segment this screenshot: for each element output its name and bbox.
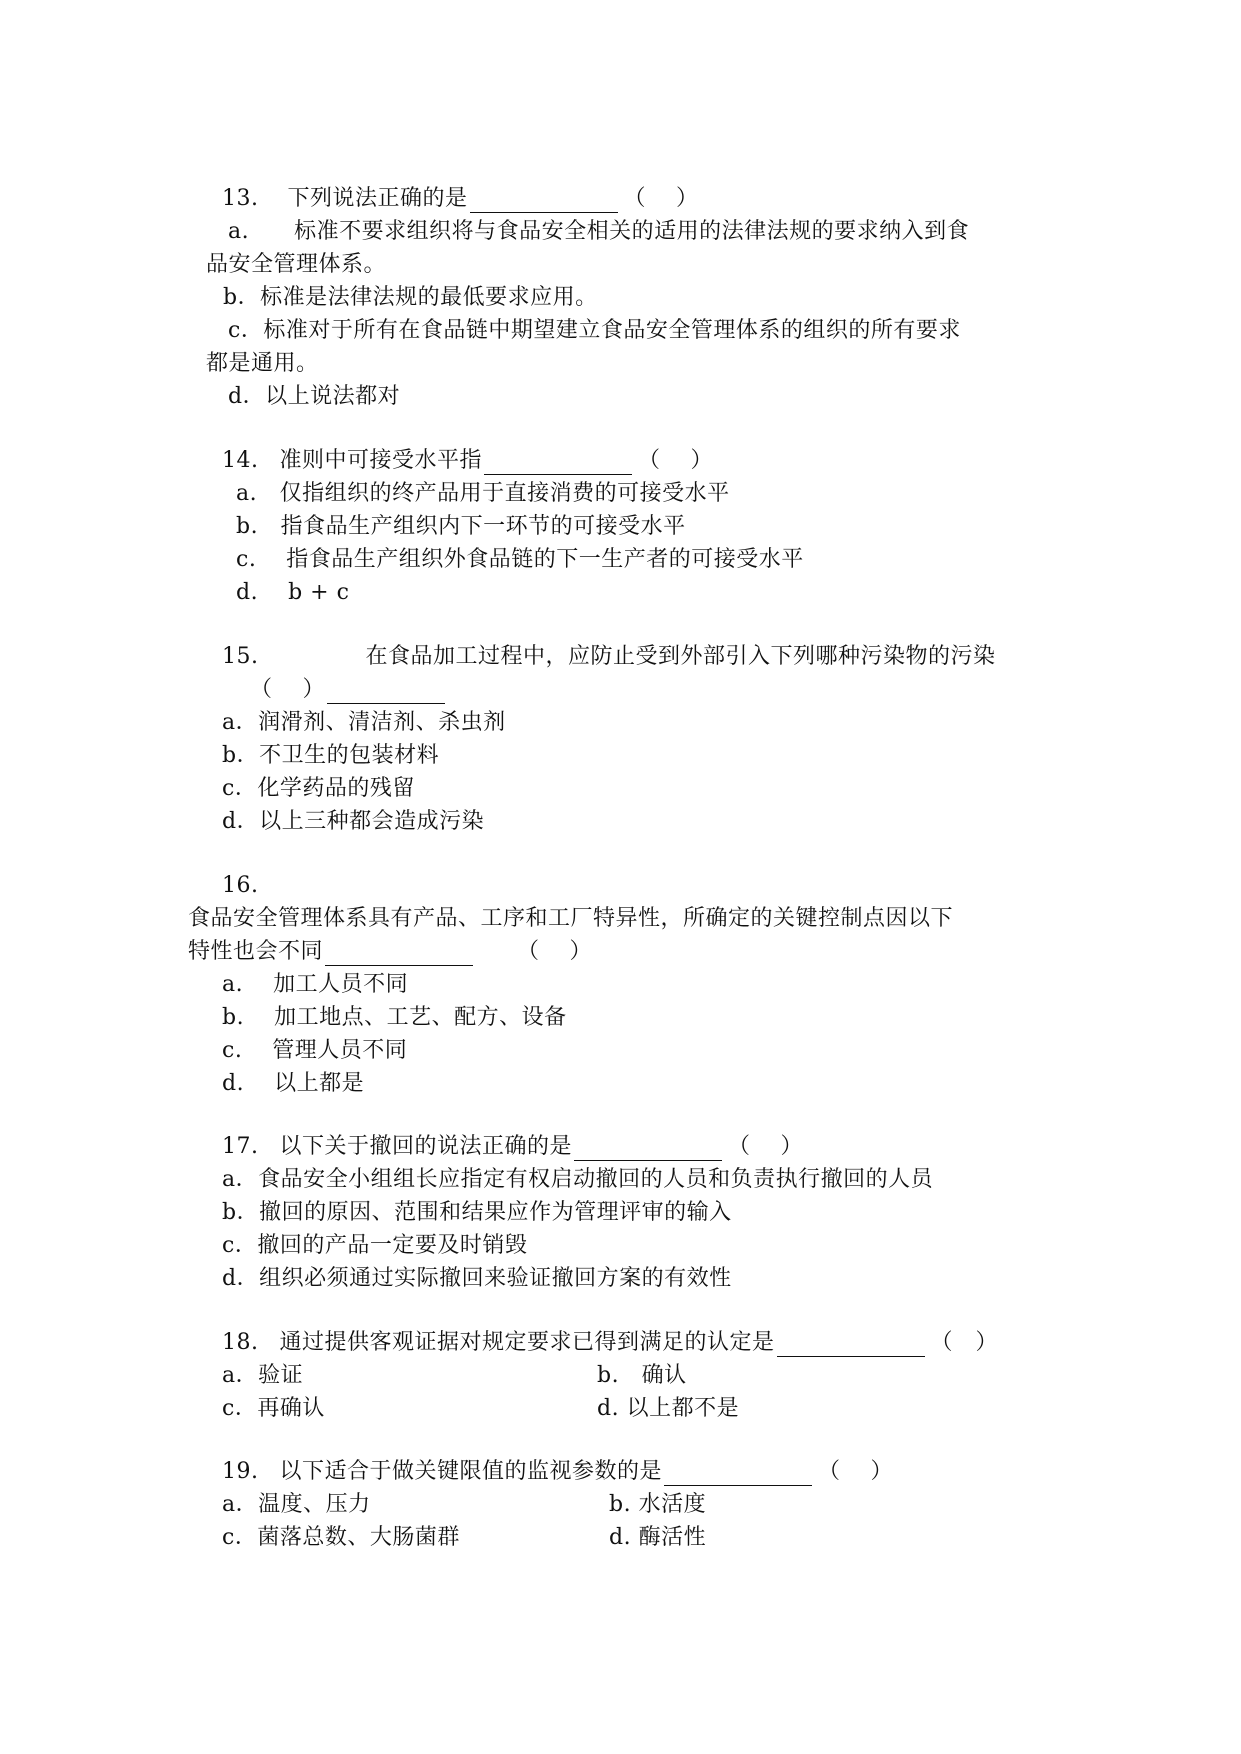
question-15-option-c: c．化学药品的残留 [222,776,415,801]
question-number: 17. [222,1134,259,1159]
answer-paren: （ ） [930,1330,999,1355]
question-15-option-a: a．润滑剂、清洁剂、杀虫剂 [222,710,506,735]
answer-blank[interactable] [470,190,618,213]
question-14-option-d: d. b + c [236,580,350,605]
question-17-option-d: d．组织必须通过实际撤回来验证撤回方案的有效性 [222,1266,732,1291]
question-16-option-c: c. 管理人员不同 [222,1038,408,1063]
question-16-option-b: b. 加工地点、工艺、配方、设备 [222,1005,567,1030]
question-19-option-a: a．温度、压力 [222,1492,371,1517]
question-number: 18. [222,1330,259,1355]
question-13-option-a-cont: 品安全管理体系。 [206,252,387,277]
answer-paren: （ ） [728,1134,804,1159]
answer-paren: （ ） [517,939,593,964]
question-19-option-b: b. 水活度 [609,1492,707,1517]
answer-paren: （ ） [623,186,699,211]
question-19-option-d: d. 酶活性 [609,1525,707,1550]
question-17-option-b: b．撤回的原因、范围和结果应作为管理评审的输入 [222,1200,732,1225]
answer-blank[interactable] [664,1463,812,1486]
question-14-option-b: b. 指食品生产组织内下一环节的可接受水平 [236,514,686,539]
question-13-option-d: d．以上说法都对 [228,384,401,409]
question-14-option-c: c. 指食品生产组织外食品链的下一生产者的可接受水平 [236,547,804,572]
answer-blank[interactable] [327,681,445,704]
question-13-stem [222,185,699,213]
question-number: 15. [222,644,259,669]
question-text: 下列说法正确的是 [287,186,468,211]
answer-paren: （ ） [818,1459,894,1484]
question-17-option-c: c．撤回的产品一定要及时销毁 [222,1233,528,1258]
question-17-option-a: a．食品安全小组组长应指定有权启动撤回的人员和负责执行撤回的人员 [222,1167,934,1192]
question-text: 准则中可接受水平指 [279,448,483,473]
question-number: 19. [222,1459,259,1484]
question-18-stem [222,1329,998,1357]
question-16-option-d: d. 以上都是 [222,1071,365,1096]
question-17-stem [222,1133,803,1161]
question-18-option-d: d. 以上都不是 [597,1396,740,1421]
question-13-option-b: b．标准是法律法规的最低要求应用。 [223,285,598,310]
question-16-number: 16. [222,873,259,898]
question-number: 14. [222,448,259,473]
question-14-stem [222,447,713,475]
question-14-option-a: a. 仅指组织的终产品用于直接消费的可接受水平 [236,481,730,506]
question-text: 通过提供客观证据对规定要求已得到满足的认定是 [279,1330,775,1355]
question-13-option-a: a. 标准不要求组织将与食品安全相关的适用的法律法规的要求纳入到食 [228,219,970,244]
question-19-stem [222,1458,893,1486]
question-18-option-c: c．再确认 [222,1396,325,1421]
answer-blank[interactable] [574,1138,722,1161]
question-15-option-b: b．不卫生的包装材料 [222,743,440,768]
question-text: 以下适合于做关键限值的监视参数的是 [279,1459,663,1484]
question-number: 13. [222,186,259,211]
answer-paren: （ ） [250,677,325,702]
question-text: 在食品加工过程中，应防止受到外部引入下列哪种污染物的污染 [365,644,996,669]
question-15-option-d: d．以上三种都会造成污染 [222,809,485,834]
question-text: 以下关于撤回的说法正确的是 [279,1134,573,1159]
answer-blank[interactable] [777,1334,925,1357]
question-13-option-c: c．标准对于所有在食品链中期望建立食品安全管理体系的组织的所有要求 [228,318,961,343]
answer-blank[interactable] [484,452,632,475]
question-16-option-a: a. 加工人员不同 [222,972,409,997]
answer-blank[interactable] [325,943,473,966]
answer-paren: （ ） [638,448,714,473]
question-15-stem-cont [250,676,451,704]
question-13-option-c-cont: 都是通用。 [206,351,319,376]
question-16-stem: 食品安全管理体系具有产品、工序和工厂特异性，所确定的关键控制点因以下 [188,906,954,931]
question-18-option-a: a．验证 [222,1363,304,1388]
question-15-stem [222,643,996,671]
question-19-option-c: c．菌落总数、大肠菌群 [222,1525,460,1550]
question-16-stem-cont [188,938,592,966]
question-text: 特性也会不同 [188,939,324,964]
question-18-option-b: b. 确认 [597,1363,687,1388]
